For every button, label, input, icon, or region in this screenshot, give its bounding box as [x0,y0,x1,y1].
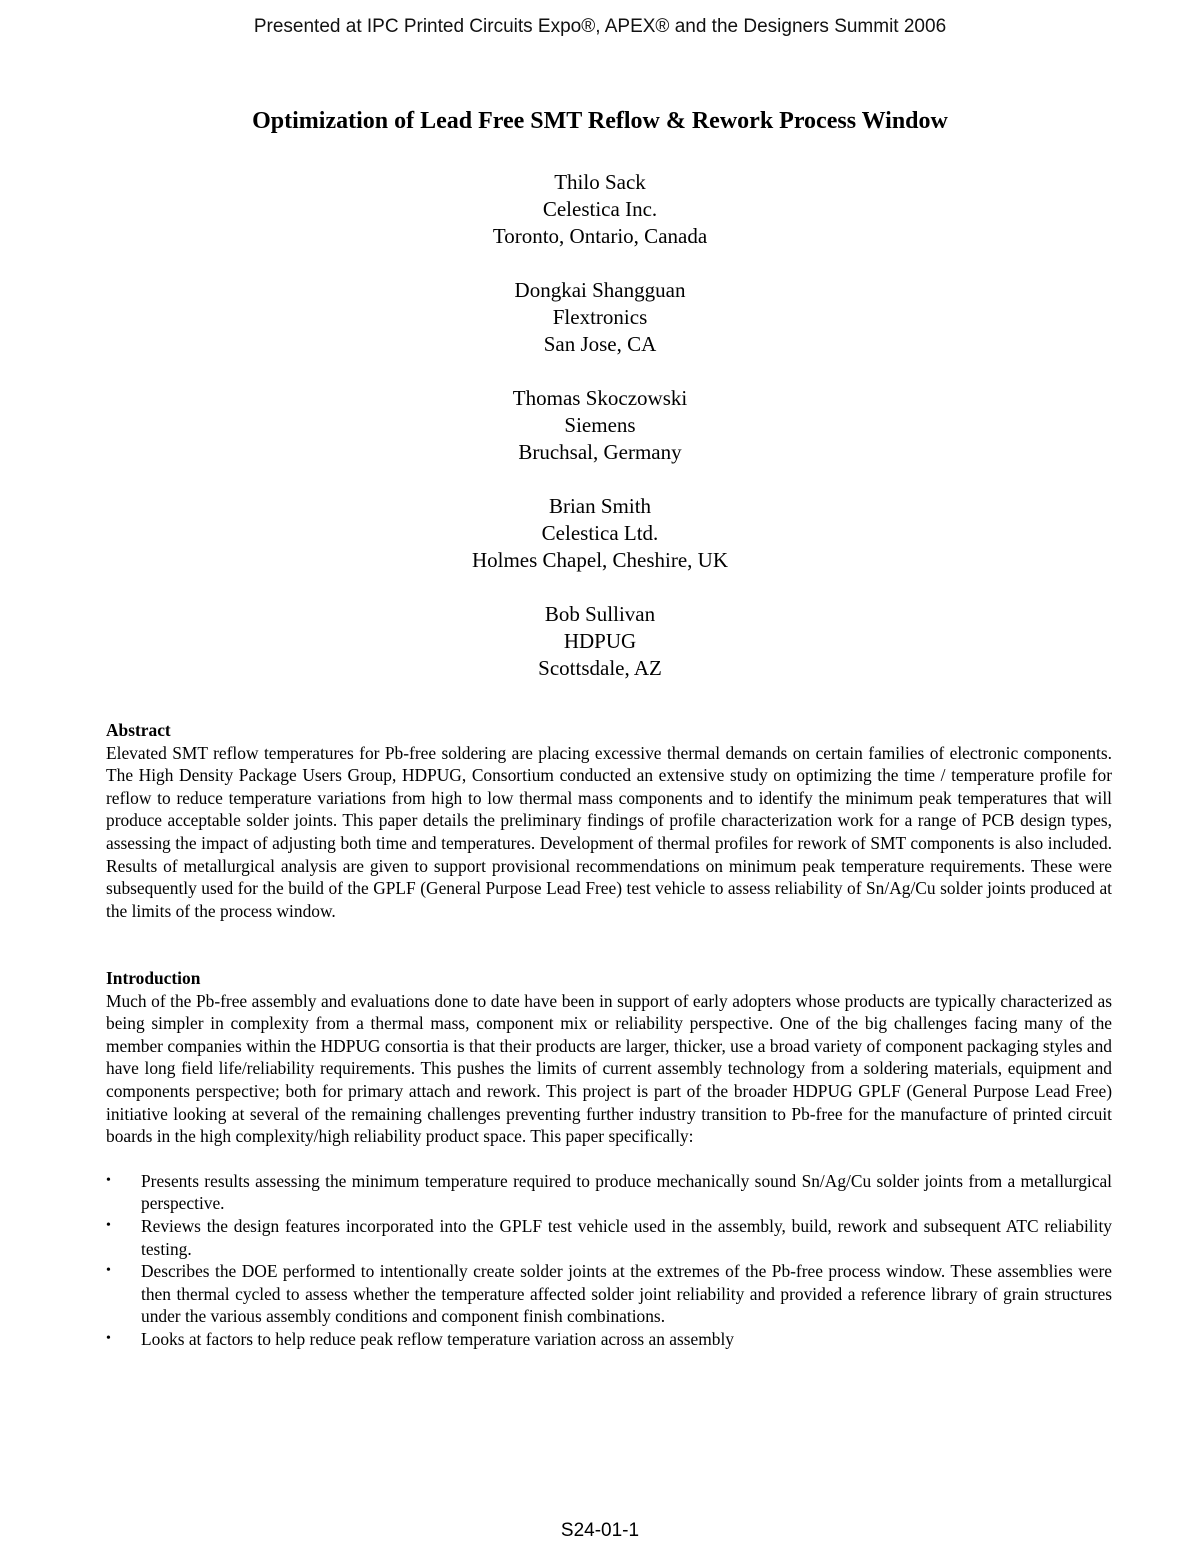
abstract-heading: Abstract [106,720,171,740]
list-item-text: Describes the DOE performed to intentionally create solder joints at the extremes of the Pb-free process window. These assemblies were then thermal cycled to assess whether the temperature affected solder joint reliability and provided a reference library of grain structures under the various assembly conditions and component finish combinations. [141,1261,1112,1327]
list-item-text: Presents results assessing the minimum temperature required to produce mechanically sound Sn/Ag/Cu solder joints from a metallurgical perspective. [141,1170,1112,1214]
introduction-heading: Introduction [106,968,201,988]
page-number: S24-01-1 [560,1520,640,1541]
bullet-icon: • [106,1172,111,1188]
introduction-body: Much of the Pb-free assembly and evaluations done to date have been in support of early adopters whose products are typically characterized as being simpler in complexity from a thermal mass, component mix or reliability perspective. One of the big challenges facing many of the member companies within the HDPUG consortia is that their products are larger, thicker, use a broad variety of component packaging styles and have long field life/reliability requirements. This pushes the limits of current assembly technology from a soldering materials, equipment and components perspective; both for primary attach and rework. This project is part of the broader HDPUG GPLF (General Purpose Lead Free) initiative looking at several of the remaining challenges preventing further industry transition to Pb-free for the manufacture of printed circuit boards in the high complexity/high reliability product space. This paper specifically: [106,990,1112,1147]
author-location: San Jose, CA [543,332,657,356]
author-list [0,169,1200,709]
list-item [106,1260,1112,1328]
author-block [0,169,1200,250]
author-block [0,601,1200,682]
author-block [0,493,1200,574]
list-item-text: Looks at factors to help reduce peak reflow temperature variation across an assembly [141,1328,734,1349]
list-item [106,1328,1112,1351]
bullet-icon: • [106,1330,111,1346]
author-block [0,385,1200,466]
author-name: Bob Sullivan [544,602,656,626]
author-name: Thomas Skoczowski [512,386,688,410]
author-name: Thilo Sack [554,170,646,194]
contribution-list [106,1170,1112,1351]
author-location: Toronto, Ontario, Canada [492,224,708,248]
list-item [106,1215,1112,1260]
author-affiliation: Celestica Ltd. [541,521,659,545]
author-location: Holmes Chapel, Cheshire, UK [471,548,729,572]
bullet-icon: • [106,1263,111,1279]
author-block [0,277,1200,358]
author-affiliation: Flextronics [552,305,648,329]
abstract-body: Elevated SMT reflow temperatures for Pb-free soldering are placing excessive thermal demands on certain families of electronic components. The High Density Package Users Group, HDPUG, Consortium conducted an extensive study on optimizing the time / temperature profile for reflow to reduce temperature variations from high to low thermal mass components and to identify the minimum peak temperatures that will produce acceptable solder joints. This paper details the preliminary findings of profile characterization work for a range of PCB design types, assessing the impact of adjusting both time and temperatures. Development of thermal profiles for rework of SMT components is also included. Results of metallurgical analysis are given to support provisional recommendations on minimum peak temperature requirements. These were subsequently used for the build of the GPLF (General Purpose Lead Free) test vehicle to assess reliability of Sn/Ag/Cu solder joints produced at the limits of the process window. [106,742,1112,921]
abstract-section [106,719,1112,922]
list-item [106,1170,1112,1215]
author-affiliation: Siemens [564,413,636,437]
author-affiliation: HDPUG [563,629,637,653]
author-name: Brian Smith [548,494,652,518]
bullet-icon: • [106,1217,111,1233]
author-affiliation: Celestica Inc. [542,197,658,221]
author-location: Bruchsal, Germany [518,440,682,464]
author-name: Dongkai Shangguan [514,278,686,302]
paper-title: Optimization of Lead Free SMT Reflow & Rework Process Window [252,108,948,134]
author-location: Scottsdale, AZ [538,656,662,680]
list-item-text: Reviews the design features incorporated into the GPLF test vehicle used in the assembly, build, rework and subsequent ATC reliability testing. [141,1215,1112,1259]
conference-header: Presented at IPC Printed Circuits Expo®, APEX® and the Designers Summit 2006 [253,16,947,37]
introduction-section [106,967,1112,1351]
